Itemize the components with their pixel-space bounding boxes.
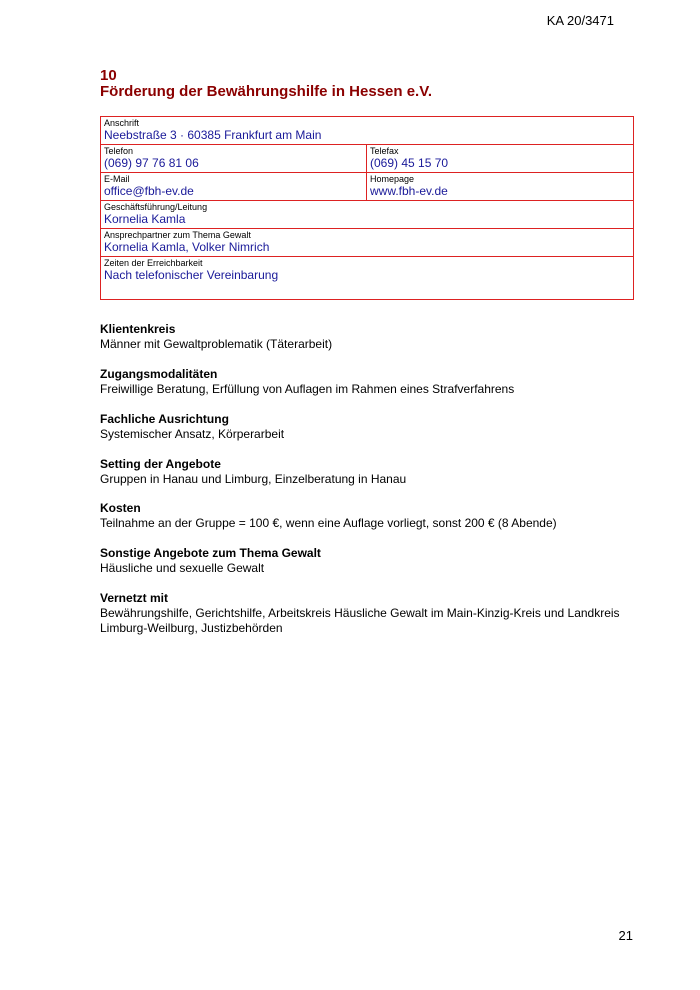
email-cell xyxy=(101,173,367,200)
other-offers-text: Häusliche und sexuelle Gewalt xyxy=(100,561,265,575)
focus-block xyxy=(100,412,640,442)
setting-text: Gruppen in Hanau und Limburg, Einzelberatung in Hanau xyxy=(100,472,407,486)
setting-block xyxy=(100,457,640,487)
access-block xyxy=(100,367,640,397)
phone-cell xyxy=(101,145,367,172)
contact-table xyxy=(100,116,634,300)
network-heading: Vernetzt mit xyxy=(100,591,169,605)
contact-persons-value: Kornelia Kamla, Volker Nimrich xyxy=(104,240,270,254)
fax-cell xyxy=(367,145,633,172)
costs-text: Teilnahme an der Gruppe = 100 €, wenn eine Auflage vorliegt, sonst 200 € (8 Abende) xyxy=(100,516,557,530)
other-offers-block xyxy=(100,546,640,576)
phone-label: Telefon xyxy=(104,146,134,156)
access-text: Freiwillige Beratung, Erfüllung von Auflagen im Rahmen eines Strafverfahrens xyxy=(100,382,515,396)
homepage-cell xyxy=(367,173,633,200)
availability-label: Zeiten der Erreichbarkeit xyxy=(104,258,203,268)
access-heading: Zugangsmodalitäten xyxy=(100,367,218,381)
availability-cell xyxy=(101,257,633,299)
clients-heading: Klientenkreis xyxy=(100,322,176,336)
network-text: Bewährungshilfe, Gerichtshilfe, Arbeitskreis Häusliche Gewalt im Main-Kinzig-Kreis und Landkreis Limburg-Weilburg, Justizbehörden xyxy=(100,606,620,635)
fax-value: (069) 45 15 70 xyxy=(370,156,449,170)
address-value: Neebstraße 3 · 60385 Frankfurt am Main xyxy=(104,128,322,142)
address-cell xyxy=(101,117,633,144)
email-label: E-Mail xyxy=(104,174,130,184)
setting-heading: Setting der Angebote xyxy=(100,457,221,471)
homepage-link[interactable]: www.fbh-ev.de xyxy=(370,184,448,198)
contact-persons-cell xyxy=(101,229,633,256)
focus-heading: Fachliche Ausrichtung xyxy=(100,412,229,426)
focus-text: Systemischer Ansatz, Körperarbeit xyxy=(100,427,285,441)
phone-fax-row xyxy=(101,145,633,173)
other-offers-heading: Sonstige Angebote zum Thema Gewalt xyxy=(100,546,321,560)
management-cell xyxy=(101,201,633,228)
availability-value: Nach telefonischer Vereinbarung xyxy=(104,268,279,282)
section-title: Förderung der Bewährungshilfe in Hessen e.V. xyxy=(100,83,433,100)
homepage-label: Homepage xyxy=(370,174,415,184)
costs-heading: Kosten xyxy=(100,501,141,515)
management-label: Geschäftsführung/Leitung xyxy=(104,202,208,212)
contact-persons-row xyxy=(101,229,633,257)
clients-text: Männer mit Gewaltproblematik (Täterarbeit) xyxy=(100,337,333,351)
costs-block xyxy=(100,501,640,531)
phone-value: (069) 97 76 81 06 xyxy=(104,156,199,170)
page-number: 21 xyxy=(618,928,633,943)
clients-block xyxy=(100,322,640,352)
email-homepage-row xyxy=(101,173,633,201)
management-value: Kornelia Kamla xyxy=(104,212,186,226)
fax-label: Telefax xyxy=(370,146,399,156)
availability-row xyxy=(101,257,633,299)
address-label: Anschrift xyxy=(104,118,140,128)
section-number: 10 xyxy=(100,67,117,84)
management-row xyxy=(101,201,633,229)
document-reference: KA 20/3471 xyxy=(546,13,614,28)
email-link[interactable]: office@fbh-ev.de xyxy=(104,184,194,198)
network-block xyxy=(100,591,640,636)
address-row xyxy=(101,117,633,145)
contact-persons-label: Ansprechpartner zum Thema Gewalt xyxy=(104,230,251,240)
